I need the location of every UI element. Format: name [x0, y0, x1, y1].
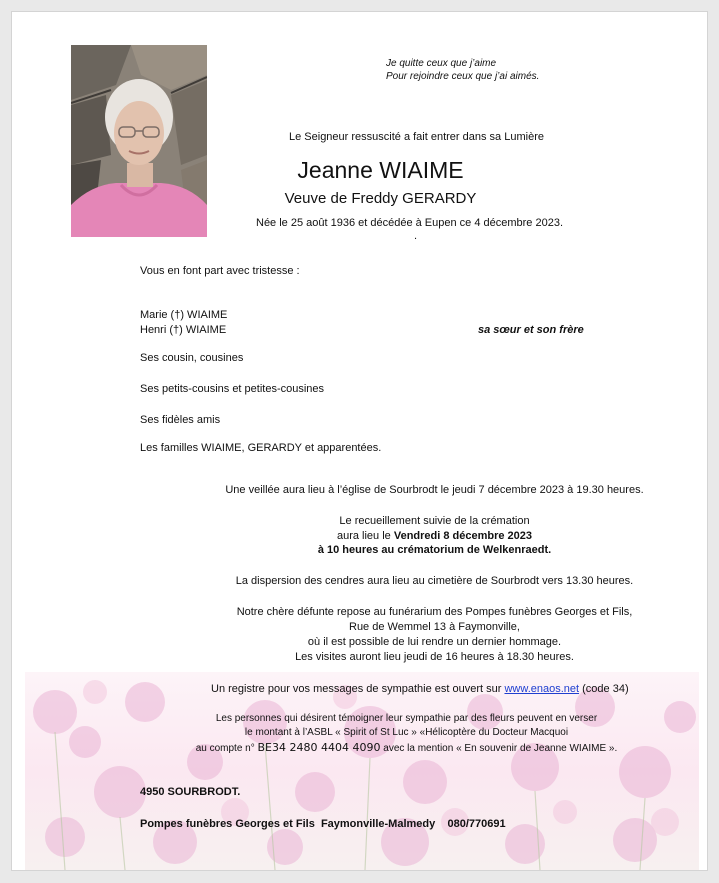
- undertaker-contact: Pompes funèbres Georges et Fils Faymonville-Malmedy 080/770691: [140, 818, 506, 830]
- flowers-donation-line-1: Les personnes qui désirent témoigner leur sympathie par des fleurs peuvent en verser: [215, 713, 598, 724]
- epitaph-line-2: Pour rejoindre ceux que j’ai aimés.: [386, 71, 540, 82]
- account-suffix: avec la mention « En souvenir de Jeanne WIAIME ».: [380, 743, 618, 754]
- obituary-page: [11, 11, 708, 871]
- funeral-home-line-1: Notre chère défunte repose au funérarium des Pompes funèbres Georges et Fils,: [236, 606, 633, 618]
- birth-death-dates: Née le 25 août 1936 et décédée à Eupen ce 4 décembre 2023.: [256, 217, 564, 229]
- spouse-line: Veuve de Freddy GERARDY: [284, 190, 477, 207]
- flowers-donation-line-3: [12, 741, 708, 754]
- epitaph-line-1: Je quitte ceux que j’aime: [386, 58, 497, 69]
- friends-line: Ses fidèles amis: [140, 414, 221, 426]
- sibling-2: Henri (†) WIAIME: [140, 324, 227, 336]
- deceased-name: Jeanne WIAIME: [297, 157, 464, 183]
- bank-account: BE34 2480 4404 4090: [257, 741, 381, 754]
- cremation-line-3: à 10 heures au crématorium de Welkenraedt.: [317, 544, 552, 556]
- registry-text-after: (code 34): [579, 683, 629, 695]
- second-cousins-line: Ses petits-cousins et petites-cousines: [140, 383, 325, 395]
- epitaph-quote: [386, 57, 539, 83]
- flowers-donation-line-2: le montant à l’ASBL « Spirit of St Luc » «Hélicoptère du Docteur Macquoi: [244, 727, 569, 738]
- cremation-line-1: Le recueillement suivie de la crémation: [339, 515, 530, 527]
- intro-text: Le Seigneur ressuscité a fait entrer dans sa Lumière: [289, 131, 544, 143]
- sibling-relation: sa sœur et son frère: [478, 324, 584, 336]
- visiting-hours: Les visites auront lieu jeudi de 16 heures à 18.30 heures.: [295, 651, 574, 663]
- sibling-1: Marie (†) WIAIME: [140, 309, 228, 321]
- registry-text-before: Un registre pour vos messages de sympathie est ouvert sur: [211, 683, 505, 695]
- postal-address: 4950 SOURBRODT.: [140, 786, 241, 798]
- ash-dispersion-info: La dispersion des cendres aura lieu au cimetière de Sourbrodt vers 13.30 heures.: [235, 575, 634, 587]
- cosmos-flowers-illustration: [25, 672, 699, 870]
- funeral-home-line-3: où il est possible de lui rendre un dernier hommage.: [307, 636, 562, 648]
- flower-background: [25, 672, 699, 870]
- cousins-line: Ses cousin, cousines: [140, 352, 244, 364]
- portrait-photo: [71, 45, 207, 237]
- vigil-info: Une veillée aura lieu à l’église de Sourbrodt le jeudi 7 décembre 2023 à 19.30 heures.: [225, 484, 644, 496]
- separator-dot: .: [414, 230, 418, 242]
- cremation-line-2-prefix: aura lieu le: [336, 530, 394, 542]
- portrait-illustration: [71, 45, 207, 237]
- families-line: Les familles WIAIME, GERARDY et apparentées.: [140, 442, 382, 454]
- account-prefix: au compte n°: [195, 743, 258, 754]
- funeral-home-line-2: Rue de Wemmel 13 à Faymonville,: [349, 621, 520, 633]
- cremation-line-2: [12, 530, 708, 542]
- enaos-link[interactable]: www.enaos.net: [504, 683, 580, 695]
- cremation-date: Vendredi 8 décembre 2023: [393, 530, 533, 542]
- announcement-text: Vous en font part avec tristesse :: [140, 265, 300, 277]
- online-registry: [211, 683, 629, 695]
